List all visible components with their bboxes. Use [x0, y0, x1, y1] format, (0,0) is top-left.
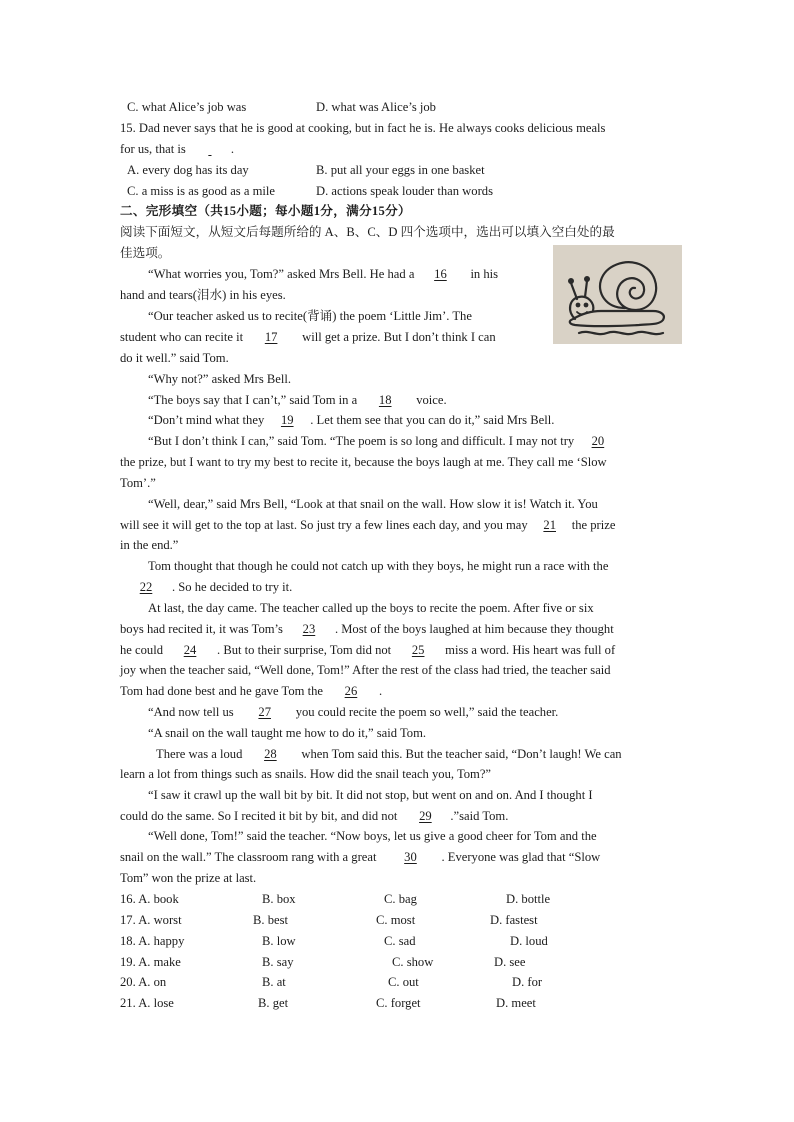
option-18-c: C. sad — [384, 934, 416, 948]
passage-text: . — [378, 684, 383, 698]
blank-20: 20 — [591, 434, 605, 448]
passage-text: . Most of the boys laughed at him because they thought — [334, 622, 614, 636]
passage-line: “Well, dear,” said Mrs Bell, “Look at that snail on the wall. How slow it is! Watch it. You — [148, 497, 598, 511]
section-heading: 二、完形填空（共15小题；每小题1分，满分15分） — [120, 204, 411, 218]
blank-17: 17 — [264, 330, 278, 344]
passage-text: when Tom said this. But the teacher said, “Don’t laugh! We can — [301, 747, 622, 761]
passage-line: do it well.” said Tom. — [120, 351, 229, 365]
passage-text: .”said Tom. — [450, 809, 509, 823]
q14-option-d: D. what was Alice’s job — [316, 100, 436, 114]
passage-text: . But to their surprise, Tom did not — [217, 643, 392, 657]
q15-option-b: B. put all your eggs in one basket — [316, 163, 485, 177]
option-17-b: B. best — [253, 913, 288, 927]
passage-line: Tom thought that though he could not catch up with they boys, he might run a race with the — [148, 559, 609, 573]
blank-27: 27 — [258, 705, 271, 719]
q14-option-c: C. what Alice’s job was — [127, 100, 247, 114]
q15-stem-end: . — [230, 142, 235, 156]
option-17-a: 17. A. worst — [120, 913, 182, 927]
blank-26: 26 — [344, 684, 358, 698]
blank-28: 28 — [264, 747, 277, 761]
passage-text: “And now tell us — [148, 705, 234, 719]
q15-stem-text: for us, that is — [120, 142, 186, 156]
passage-line — [148, 414, 554, 427]
passage-text: “The boys say that I can’t,” said Tom in a — [148, 393, 358, 407]
option-18-d: D. loud — [510, 934, 548, 948]
option-16-c: C. bag — [384, 892, 417, 906]
blank-30: 30 — [404, 850, 417, 864]
passage-line — [120, 644, 615, 657]
q15-stem: 15. Dad never says that he is good at cooking, but in fact he is. He always cooks delicious meals — [120, 121, 606, 135]
option-16-d: D. bottle — [506, 892, 551, 906]
option-20-d: D. for — [512, 975, 543, 989]
passage-line: joy when the teacher said, “Well done, Tom!” After the rest of the class had tried, the teacher said — [120, 663, 611, 677]
blank-23: 23 — [302, 622, 316, 636]
section-instructions-cont: 佳选项。 — [120, 246, 171, 260]
passage-text: “What worries you, Tom?” asked Mrs Bell. He had a — [148, 267, 415, 281]
passage-line — [120, 810, 508, 823]
snail-icon — [553, 245, 682, 344]
passage-text: Tom had done best and he gave Tom the — [120, 684, 323, 698]
q15-option-d: D. actions speak louder than words — [316, 184, 493, 198]
passage-line — [120, 685, 382, 698]
blank-29: 29 — [419, 809, 432, 823]
passage-line: Tom” won the prize at last. — [120, 871, 257, 885]
passage-line: “A snail on the wall taught me how to do it,” said Tom. — [148, 726, 427, 740]
passage-line: in the end.” — [120, 538, 179, 552]
passage-text: voice. — [416, 393, 447, 407]
option-19-c: C. show — [392, 955, 434, 969]
passage-line — [148, 394, 447, 407]
passage-line: learn a lot from things such as snails. How did the snail teach you, Tom?” — [120, 767, 492, 781]
passage-line — [148, 268, 498, 281]
snail-illustration — [553, 245, 682, 344]
passage-text: . So he decided to try it. — [172, 580, 293, 594]
passage-line — [120, 623, 614, 636]
passage-text: will get a prize. But I don’t think I can — [302, 330, 496, 344]
passage-line — [148, 435, 604, 448]
passage-line — [156, 748, 622, 761]
option-21-d: D. meet — [496, 996, 536, 1010]
passage-line: At last, the day came. The teacher called up the boys to recite the poem. After five or six — [148, 601, 594, 615]
blank-21: 21 — [543, 518, 556, 532]
q15-blank — [189, 143, 231, 156]
passage-line — [148, 706, 558, 719]
option-19-a: 19. A. make — [120, 955, 181, 969]
passage-text: . Let them see that you can do it,” said Mrs Bell. — [310, 413, 555, 427]
passage-line: “I saw it crawl up the wall bit by bit. It did not stop, but went on and on. And I thought I — [148, 788, 593, 802]
option-16-b: B. box — [262, 892, 296, 906]
blank-24: 24 — [183, 643, 197, 657]
passage-line — [120, 581, 292, 594]
passage-text: miss a word. His heart was full of — [445, 643, 616, 657]
passage-line: the prize, but I want to try my best to recite it, because the boys laugh at me. They call me ‘Slow — [120, 455, 607, 469]
blank-19: 19 — [280, 413, 294, 427]
blank-16: 16 — [434, 267, 447, 281]
blank-18: 18 — [378, 393, 392, 407]
passage-text: . Everyone was glad that “Slow — [441, 850, 601, 864]
q15-option-a: A. every dog has its day — [127, 163, 249, 177]
passage-line: “Well done, Tom!” said the teacher. “Now boys, let us give a good cheer for Tom and the — [148, 829, 597, 843]
passage-text: will see it will get to the top at last. So just try a few lines each day, and you may — [120, 518, 528, 532]
passage-text: There was a loud — [156, 747, 243, 761]
q15-stem-line2 — [120, 143, 234, 156]
option-19-d: D. see — [494, 955, 526, 969]
option-21-a: 21. A. lose — [120, 996, 174, 1010]
option-21-c: C. forget — [376, 996, 421, 1010]
option-18-a: 18. A. happy — [120, 934, 185, 948]
section-instructions: 阅读下面短文，从短文后每题所给的 A、B、C、D 四个选项中，选出可以填入空白处的最 — [120, 225, 615, 239]
passage-text: “Don’t mind what they — [148, 413, 265, 427]
passage-text: he could — [120, 643, 164, 657]
option-20-b: B. at — [262, 975, 286, 989]
passage-text: “But I don’t think I can,” said Tom. “The poem is so long and difficult. I may not try — [148, 434, 575, 448]
option-17-c: C. most — [376, 913, 416, 927]
option-20-a: 20. A. on — [120, 975, 167, 989]
passage-text: boys had recited it, it was Tom’s — [120, 622, 283, 636]
option-18-b: B. low — [262, 934, 296, 948]
passage-line — [120, 519, 615, 532]
blank-25: 25 — [411, 643, 425, 657]
passage-line: hand and tears(泪水) in his eyes. — [120, 288, 286, 302]
passage-text: student who can recite it — [120, 330, 244, 344]
option-17-d: D. fastest — [490, 913, 538, 927]
passage-line — [120, 851, 600, 864]
passage-line — [120, 331, 496, 344]
option-19-b: B. say — [262, 955, 294, 969]
option-20-c: C. out — [388, 975, 419, 989]
option-21-b: B. get — [258, 996, 289, 1010]
passage-line: “Our teacher asked us to recite(背诵) the poem ‘Little Jim’. The — [148, 309, 472, 323]
passage-line: Tom’.” — [120, 476, 156, 490]
option-16-a: 16. A. book — [120, 892, 179, 906]
passage-text: snail on the wall.” The classroom rang with a great — [120, 850, 377, 864]
q15-option-c: C. a miss is as good as a mile — [127, 184, 275, 198]
passage-line: “Why not?” asked Mrs Bell. — [148, 372, 292, 386]
passage-text: the prize — [571, 518, 616, 532]
blank-22: 22 — [139, 580, 153, 594]
passage-text: in his — [470, 267, 499, 281]
passage-text: you could recite the poem so well,” said the teacher. — [295, 705, 559, 719]
passage-text: could do the same. So I recited it bit by bit, and did not — [120, 809, 398, 823]
